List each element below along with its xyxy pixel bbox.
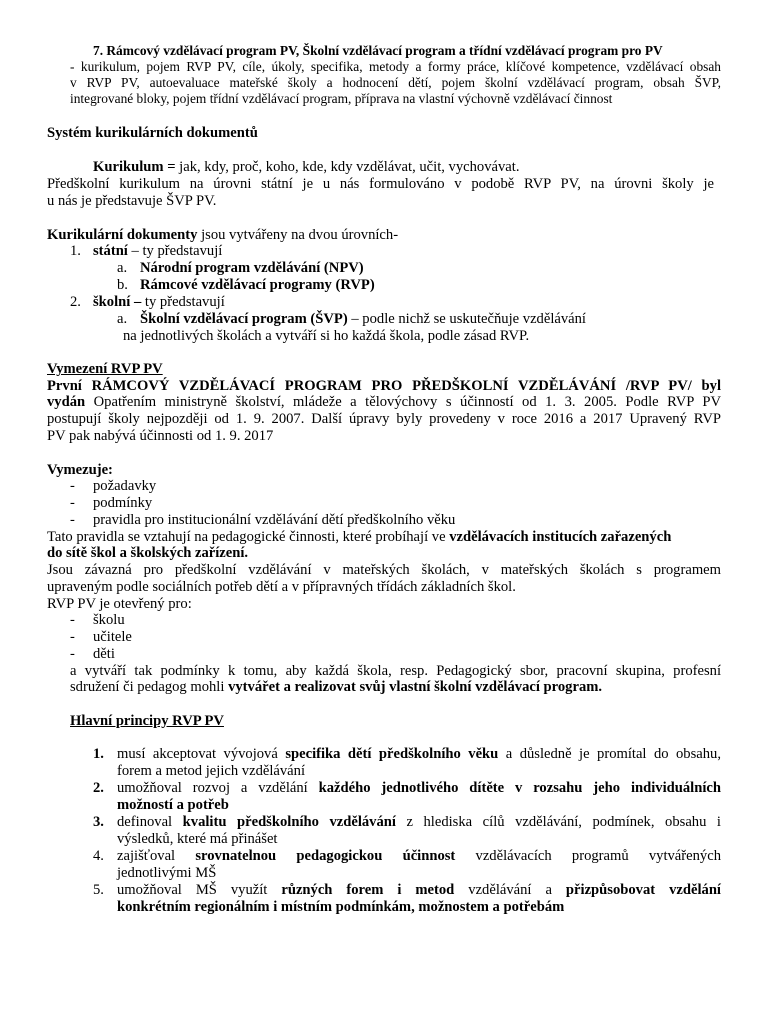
principle-text-line	[117, 899, 564, 916]
otevreny-item-3: děti	[93, 646, 115, 662]
level-2a-text	[140, 311, 586, 328]
section-heading-kurikularni: Systém kurikulárních dokumentů	[47, 125, 258, 141]
closing-text: sdružení či pedagog mohli	[70, 679, 229, 695]
summary-line-3: integrované bloky, pojem třídní vzdělávací program, příprava na vlastní výchovně vzdělávací činnost	[70, 91, 613, 106]
otevreny-heading: RVP PV je otevřený pro:	[47, 596, 192, 612]
level-2a-marker: a.	[117, 311, 128, 327]
otevreny-dash-1: -	[70, 612, 75, 628]
principle-bold-text: srovnatelnou pedagogickou účinnost	[195, 848, 456, 864]
zavazna-line-1: Jsou závazná pro předškolní vzdělávání v mateřských školách, v mateřských školách s programem	[47, 562, 721, 578]
section-heading-principy: Hlavní principy RVP PV	[70, 713, 224, 729]
otevreny-item-2: učitele	[93, 629, 132, 645]
rvp-line-3: postupují školy nejpozději od 1. 9. 2007. Další úpravy byly provedeny v roce 2016 a 2017 Upravený RVP	[47, 411, 721, 427]
level-2a-rest: – podle nichž se uskutečňuje vzdělávání	[347, 311, 586, 327]
vymezuje-heading: Vymezuje:	[47, 462, 113, 478]
vymezuje-item-1: požadavky	[93, 478, 157, 494]
principle-bold-text: specifika dětí předškolního věku	[285, 746, 499, 762]
principle-bold-text: kvalitu předškolního vzdělávání	[182, 814, 396, 830]
principle-number: 3.	[93, 814, 104, 830]
level-2a-continuation: na jednotlivých školách a vytváří si ho každá škola, podle zásad RVP.	[123, 328, 530, 344]
principle-text: a důsledně je promítal do obsahu,	[498, 746, 721, 762]
rvp-line-4: PV pak nabývá účinnosti od 1. 9. 2017	[47, 428, 274, 444]
principle-text: vzdělávání a	[454, 882, 566, 898]
otevreny-dash-2: -	[70, 629, 75, 645]
section-heading-vymezeni: Vymezení RVP PV	[47, 361, 163, 377]
level-1-text	[93, 243, 222, 260]
pravidla-line-1	[47, 529, 671, 546]
summary-line-2: v RVP PV, autoevaluace mateřské školy a hodnocení dětí, pojem školní vzdělávací program, obsah ŠVP,	[70, 75, 721, 90]
vymezuje-item-2: podmínky	[93, 495, 153, 511]
principle-text-line	[117, 831, 277, 848]
pravidla-text: Tato pravidla se vztahují na pedagogické činnosti, které probíhají ve	[47, 529, 450, 545]
vymezuje-dash-1: -	[70, 478, 75, 494]
principle-number: 4.	[93, 848, 104, 864]
rvp-bold-line-1: První RÁMCOVÝ VZDĚLÁVACÍ PROGRAM PRO PŘEDŠKOLNÍ VZDĚLÁVÁNÍ /RVP PV/ byl	[47, 378, 721, 394]
kurikulum-def-text: jak, kdy, proč, koho, kde, kdy vzdělávat, učit, vychovávat.	[175, 159, 520, 175]
principle-number: 2.	[93, 780, 104, 796]
principle-text-line	[117, 780, 721, 797]
docs-rest: jsou vytvářeny na dvou úrovních-	[197, 227, 399, 243]
principle-number: 5.	[93, 882, 104, 898]
principle-text: výsledků, které má přinášet	[117, 831, 278, 847]
level-2-text	[93, 294, 225, 311]
otevreny-dash-3: -	[70, 646, 75, 662]
vymezuje-item-3: pravidla pro institucionální vzdělávání dětí předškolního věku	[93, 512, 456, 528]
level-2-term: školní –	[93, 294, 142, 310]
closing-line-2	[70, 679, 602, 696]
level-1-term: státní	[93, 243, 128, 259]
principle-text-line	[117, 763, 305, 780]
closing-bold: vytvářet a realizovat svůj vlastní školní vzdělávací program.	[228, 679, 603, 695]
principle-text-line	[117, 797, 229, 814]
docs-intro	[47, 227, 398, 244]
rvp-vydan: vydán	[47, 394, 86, 410]
principle-text: definoval	[117, 814, 183, 830]
level-1b-text: Rámcové vzdělávací programy (RVP)	[140, 277, 375, 293]
level-1-number: 1.	[70, 243, 81, 259]
principle-text: umožňoval MŠ využít	[117, 882, 282, 898]
closing-line-1: a vytváří tak podmínky k tomu, aby každá škola, resp. Pedagogický sbor, pracovní skupina, profesní	[70, 663, 721, 679]
level-1a-marker: a.	[117, 260, 128, 276]
level-2-number: 2.	[70, 294, 81, 310]
kurikulum-definition	[93, 159, 519, 176]
principle-text: vzdělávacích programů vytvářených	[455, 848, 721, 864]
principle-text-line	[117, 746, 721, 763]
zavazna-line-2: upraveným podle sociálních potřeb dětí a v přípravných třídách základních škol.	[47, 579, 516, 595]
kurikulum-para-line-2: u nás je představuje ŠVP PV.	[47, 193, 217, 209]
rvp-line-2	[47, 394, 721, 411]
document-title: 7. Rámcový vzdělávací program PV, Školní vzdělávací program a třídní vzdělávací program pro PV	[93, 43, 663, 58]
principle-bold-text: přizpůsobovat vzdělání	[565, 882, 721, 898]
kurikulum-term: Kurikulum =	[93, 159, 176, 175]
level-1b-marker: b.	[117, 277, 128, 293]
principle-bold-text: různých forem i metod	[281, 882, 455, 898]
pravidla-bold-1: vzdělávacích institucích zařazených	[449, 529, 672, 545]
kurikulum-para-line-1: Předškolní kurikulum na úrovni státní je u nás formulováno v podobě RVP PV, na úrovni školy je	[47, 176, 714, 192]
principle-number: 1.	[93, 746, 104, 762]
pravidla-line-2: do sítě škol a školských zařízení.	[47, 545, 249, 561]
rvp-line-2-rest: Opatřením ministryně školství, mládeže a tělovýchovy s účinností od 1. 3. 2005. Podle RVP PV	[85, 394, 721, 410]
summary-line-1: - kurikulum, pojem RVP PV, cíle, úkoly, specifika, metody a formy práce, klíčové kompetence, vzdělávací obsah	[70, 59, 721, 74]
principle-text: jednotlivými MŠ	[117, 865, 217, 881]
vymezuje-dash-3: -	[70, 512, 75, 528]
otevreny-item-1: školu	[93, 612, 125, 628]
principle-text-line	[117, 814, 721, 831]
principle-bold-text: každého jednotlivého dítěte v rozsahu jeho individuálních	[318, 780, 721, 796]
level-1a-text: Národní program vzdělávání (NPV)	[140, 260, 364, 276]
principle-bold-text: možností a potřeb	[117, 797, 229, 813]
principle-text: forem a metod jejich vzdělávání	[117, 763, 306, 779]
principle-text-line	[117, 848, 721, 865]
principle-text: umožňoval rozvoj a vzdělání	[117, 780, 319, 796]
level-1-rest: – ty představují	[127, 243, 223, 259]
principle-text: z hlediska cílů vzdělávání, podmínek, obsahu i	[395, 814, 721, 830]
docs-term: Kurikulární dokumenty	[47, 227, 198, 243]
level-2-rest: ty představují	[141, 294, 225, 310]
principle-bold-text: konkrétním regionálním i místním podmínkám, možnostem a potřebám	[117, 899, 565, 915]
level-2a-term: Školní vzdělávací program (ŠVP)	[140, 311, 348, 327]
principle-text: musí akceptovat vývojová	[117, 746, 286, 762]
principle-text: zajišťoval	[117, 848, 196, 864]
principle-text-line	[117, 882, 721, 899]
vymezuje-dash-2: -	[70, 495, 75, 511]
principle-text-line	[117, 865, 216, 882]
